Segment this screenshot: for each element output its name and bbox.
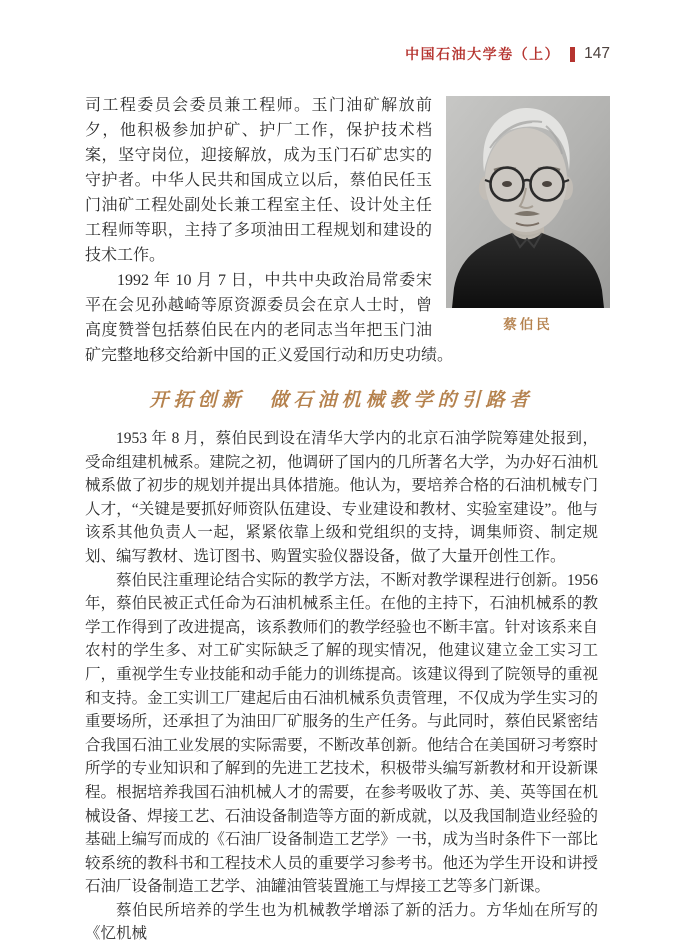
paragraph-continued: 司工程委员会委员兼工程师。玉门油矿解放前夕，他积极参加护矿、护厂工作，保护技术档案，坚守岗位，迎接解放，成为玉门石矿忠实的守护者。中华人民共和国成立以后，蔡伯民任玉门油矿工程处副处长兼工程室主任、设计处主任工程师等职，主持了多项油田工程规划和建设的技术工作。 [85, 97, 432, 264]
page-number: 147 [584, 45, 610, 62]
header-volume-title: 中国石油大学卷（上） [405, 48, 561, 63]
paragraph: 1953 年 8 月，蔡伯民到设在清华大学内的北京石油学院筹建处报到，受命组建机械系。建院之初，他调研了国内的几所著名大学，为办好石油机械系做了初步的规划并提出具体措施。他认为，要培养合格的石油机械专门人才，“关键是要抓好师资队伍建设、专业建设和教材、实验室建设”。他与该系其他负责人一起，紧紧依靠上级和党组织的支持，调集师资、制定规划、编写教材、选订图书、购置实验仪器设备，做了大量开创性工作。 [85, 430, 598, 565]
header-divider-bar [570, 47, 575, 62]
photo-caption: 蔡伯民 [503, 317, 553, 332]
page-content [85, 93, 598, 945]
portrait-figure [446, 96, 610, 333]
section-heading: 开拓创新 做石油机械教学的引路者 [149, 390, 534, 411]
page-header [405, 44, 610, 64]
paragraph: 1992 年 10 月 7 日，中共中央政治局常委宋平在会见孙越崎等原资源委员会在京人士时，曾高度赞誉包括蔡伯民在内的老同志当年把玉门油矿完整地移交给新中国的正义爱国行动和历史功绩。 [85, 272, 454, 364]
paragraph: 蔡伯民注重理论结合实际的教学方法，不断对教学课程进行创新。1956 年，蔡伯民被正式任命为石油机械系主任。在他的主持下，石油机械系的教学工作得到了改进提高，该系教师们的教学经验也不断丰富。针对该系来自农村的学生多、对工矿实际缺乏了解的现实情况，他建议建立金工实习工厂，重视学生专业技能和动手能力的训练提高。该建议得到了院领导的重视和支持。金工实训工厂建起后由石油机械系负责管理，不仅成为学生实习的重要场所，还承担了为油田厂矿服务的生产任务。与此同时，蔡伯民紧密结合我国石油工业发展的实际需要，不断改革创新。他结合在美国研习考察时所学的专业知识和了解到的先进工艺技术，积极带头编写新教材和开设新课程。根据培养我国石油机械人才的需要，在参考吸收了苏、美、英等国在机械设备、焊接工艺、石油设备制造等方面的新成就，以及我国制造业经验的基础上编写而成的《石油厂设备制造工艺学》一书，成为当时条件下一部比较系统的教科书和工程技术人员的重要学习参考书。他还为学生开设和讲授石油厂设备制造工艺学、油罐油管装置施工与焊接工艺等多门新课。 [85, 571, 598, 896]
paragraph-truncated: 蔡伯民所培养的学生也为机械教学增添了新的活力。方华灿在所写的《忆机械 [85, 901, 598, 943]
portrait-photo [446, 96, 610, 308]
main-section [85, 427, 598, 945]
intro-section [85, 93, 598, 368]
